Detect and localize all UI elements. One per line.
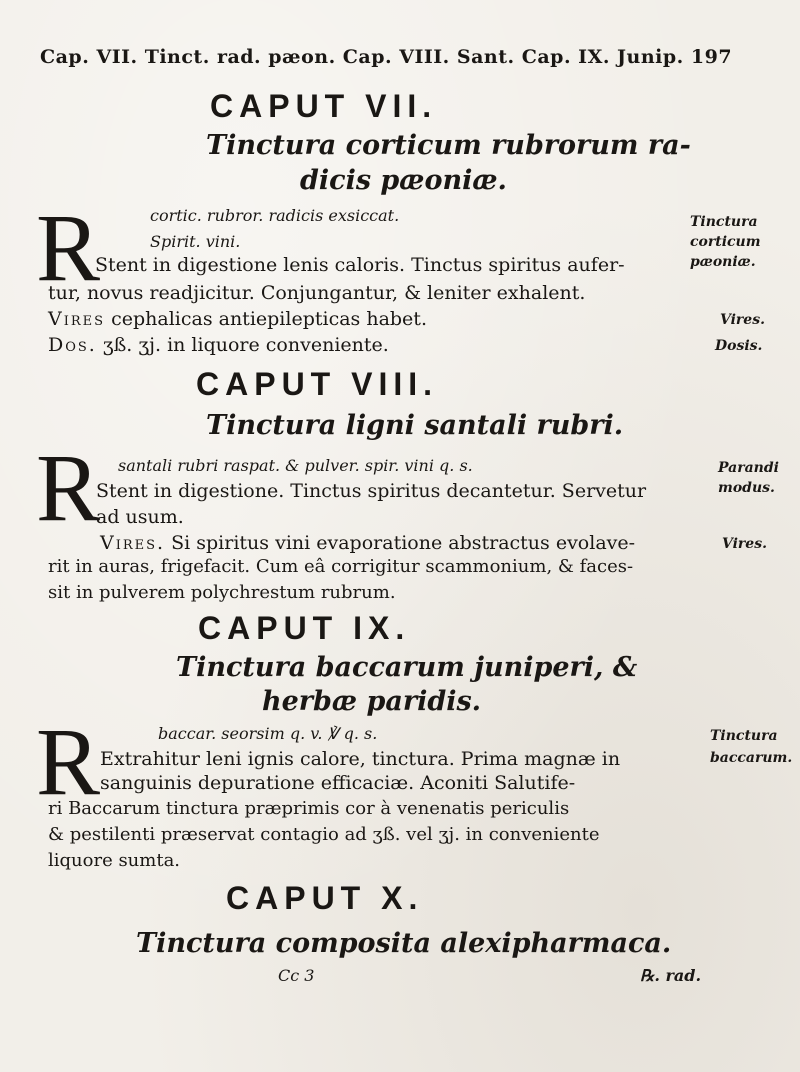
signature-mark: Cc 3 [278,966,315,985]
text-line: ad usum. [96,506,184,528]
dosis-label: Dos. [48,334,97,356]
catchword: ℞. rad. [640,966,702,985]
margin-note: corticum [690,234,761,250]
margin-note: Tinctura [710,728,778,744]
drop-cap-8: R [36,434,101,541]
margin-note: Vires. [722,536,767,552]
running-header: Cap. VII. Tinct. rad. pæon. Cap. VIII. Sant. Cap. IX. Junip. 197 [40,46,733,68]
vires-label: Vires. [100,532,166,554]
margin-note: pæoniæ. [690,254,756,270]
drop-cap-9: R [36,708,101,815]
chapter-title-10: Tinctura composita alexipharmaca. [136,928,672,959]
chapter-heading-8: CAPUT VIII. [196,366,439,402]
chapter-title-7-line1: Tinctura corticum rubrorum ra- [206,130,691,161]
text-line: cephalicas antiepilepticas habet. [111,308,427,330]
margin-note: Tinctura [690,214,758,230]
recipe-line: baccar. seorsim q. v. ℣ q. s. [158,724,378,743]
text-line: rit in auras, frigefacit. Cum eâ corrigitur scammonium, & faces- [48,556,634,577]
chapter-heading-7: CAPUT VII. [210,88,438,124]
drop-cap-7: R [36,194,101,301]
text-line: sanguinis depuratione efficaciæ. Aconiti Salutife- [100,772,576,794]
margin-note: Parandi [718,460,779,476]
vires-label: Vires [48,308,106,330]
chapter-title-7-line2: dicis pæoniæ. [300,165,507,196]
chapter-heading-10: CAPUT X. [226,880,424,916]
text-line: Si spiritus vini evaporatione abstractus evolave- [171,532,636,554]
text-line: ʒß. ʒj. in liquore conveniente. [102,334,389,356]
recipe-line: Spirit. vini. [150,232,241,251]
text-line: tur, novus readjicitur. Conjungantur, & leniter exhalent. [48,282,586,304]
chapter-heading-9: CAPUT IX. [198,610,411,646]
margin-note: baccarum. [710,750,793,766]
chapter-title-9-line1: Tinctura baccarum juniperi, & [176,652,638,683]
text-line: sit in pulverem polychrestum rubrum. [48,582,396,603]
recipe-line: santali rubri raspat. & pulver. spir. vini q. s. [118,456,473,475]
text-line: & pestilenti præservat contagio ad ʒß. vel ʒj. in conveniente [48,824,600,845]
chapter-title-8: Tinctura ligni santali rubri. [206,410,624,441]
text-line: Extrahitur leni ignis calore, tinctura. Prima magnæ in [100,748,621,770]
margin-note: Vires. [720,312,765,328]
text-line: Stent in digestione lenis caloris. Tinctus spiritus aufer- [95,254,625,276]
text-line: liquore sumta. [48,850,181,871]
recipe-line: cortic. rubror. radicis exsiccat. [150,206,400,225]
text-line: ri Baccarum tinctura præprimis cor à venenatis periculis [48,798,570,819]
chapter-title-9-line2: herbæ paridis. [262,686,482,717]
margin-note: Dosis. [715,338,763,354]
text-line: Stent in digestione. Tinctus spiritus decantetur. Servetur [96,480,647,502]
margin-note: modus. [718,480,775,496]
